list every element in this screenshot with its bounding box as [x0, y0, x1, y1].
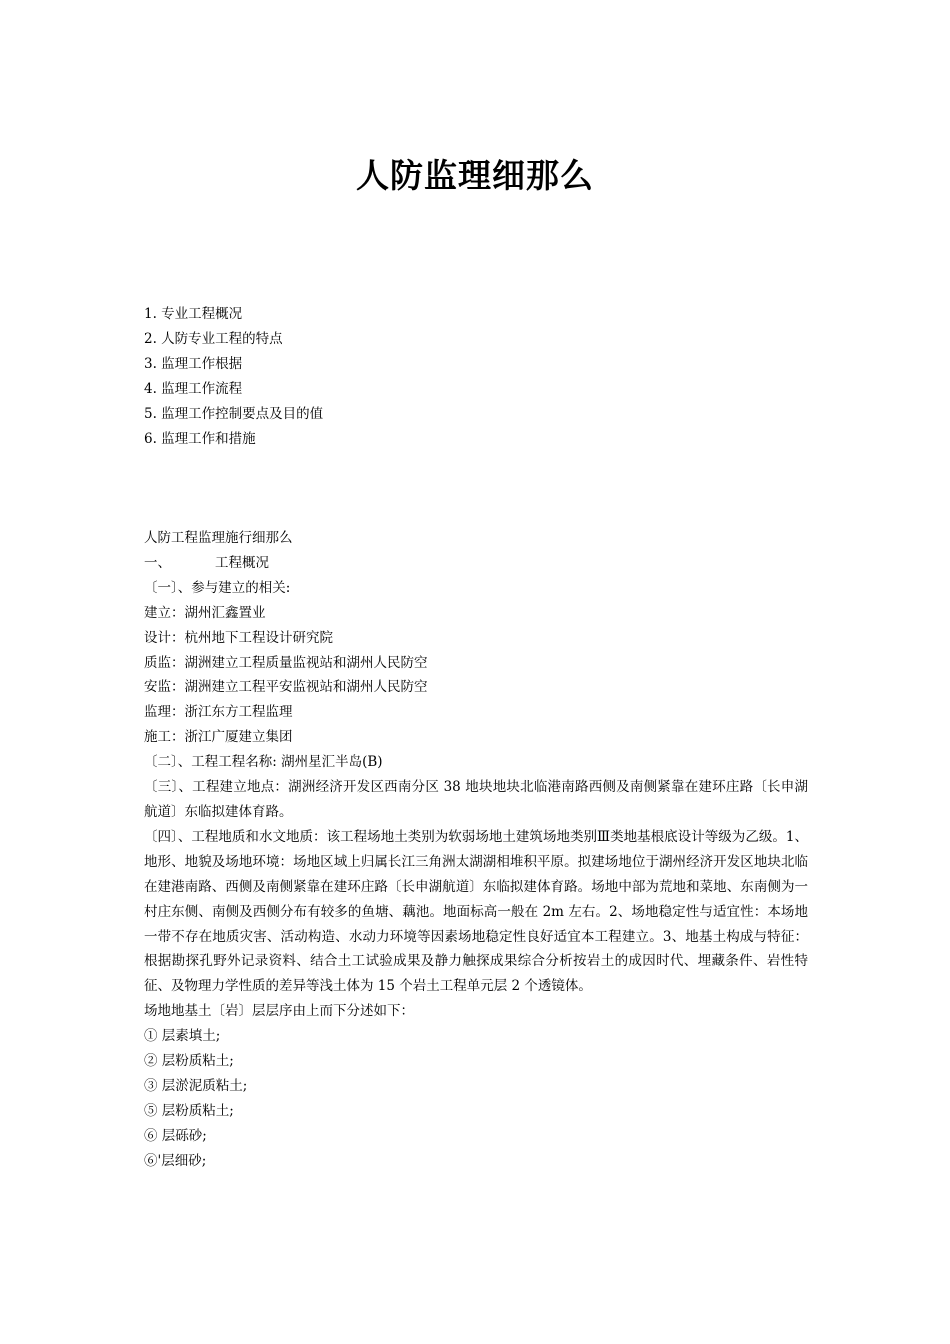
document-title: 人防监理细那么	[356, 156, 594, 195]
toc-item-5: 5. 监理工作控制要点及目的值	[144, 406, 324, 422]
party-designer: 设计：杭州地下工程设计研究院	[144, 629, 333, 646]
soil-layer-6-prime: ⑥'层细砂;	[144, 1152, 207, 1169]
section-title: 工程概况	[215, 554, 269, 571]
party-supervisor: 监理：浙江东方工程监理	[144, 704, 293, 721]
subsection-geology: 〔四〕、工程地质和水文地质：该工程场地土类别为软弱场地土建筑场地类别Ⅲ类地基根底设计等级为乙级。1、地形、地貌及场地环境：场地区域上归属长江三角洲太湖湖相堆积平原。拟建场地位于湖州经济开发区地块北临在建港南路、西侧及南侧紧靠在建环庄路〔长申湖航道〕东临拟建体育路。场地中部为荒地和菜地、东南侧为一村庄东侧、南侧及西侧分布有较多的鱼塘、藕池。地面标高一般在 2m 左右。2、场地稳定性与适宜性：本场地一带不存在地质灾害、活动构造、水动力环境等因素场地稳定性良好适宜本工程建立。3、地基土构成与特征：根据勘探孔野外记录资料、结合土工试验成果及静力触探成果综合分析按岩土的成因时代、埋藏条件、岩性特征、及物理力学性质的差异等浅土体为 15 个岩土工程单元层 2 个透镜体。	[144, 828, 808, 995]
toc-item-4: 4. 监理工作流程	[144, 381, 243, 397]
party-builder: 建立：湖州汇鑫置业	[144, 604, 266, 621]
party-contractor: 施工：浙江广厦建立集团	[144, 729, 293, 746]
soil-intro: 场地地基土〔岩〕层层序由上而下分述如下：	[144, 1003, 414, 1020]
subsection-participants: 〔一〕、参与建立的相关:	[144, 579, 291, 596]
soil-layer-2: ② 层粉质粘土;	[144, 1053, 234, 1070]
soil-layer-1: ① 层素填土;	[144, 1028, 221, 1045]
section-heading	[144, 551, 808, 576]
body-heading: 人防工程监理施行细那么	[144, 530, 293, 546]
party-safety-supervision: 安监：湖洲建立工程平安监视站和湖州人民防空	[144, 679, 428, 696]
party-quality-supervision: 质监：湖洲建立工程质量监视站和湖州人民防空	[144, 654, 428, 671]
toc-item-6: 6. 监理工作和措施	[144, 431, 256, 447]
subsection-project-name: 〔二〕、工程工程名称: 湖州星汇半岛(B)	[144, 754, 383, 771]
soil-layer-6: ⑥ 层砾砂;	[144, 1127, 207, 1144]
toc-item-1: 1. 专业工程概况	[144, 306, 243, 322]
section-number: 一、	[144, 554, 171, 571]
toc-item-3: 3. 监理工作根据	[144, 356, 243, 372]
subsection-location: 〔三〕、工程建立地点：湖洲经济开发区西南分区 38 地块地块北临港南路西侧及南侧紧靠在建环庄路〔长申湖航道〕东临拟建体育路。	[144, 779, 808, 820]
soil-layer-3: ③ 层淤泥质粘土;	[144, 1077, 248, 1094]
document-body	[144, 526, 808, 1174]
toc-item-2: 2. 人防专业工程的特点	[144, 331, 283, 347]
soil-layer-5: ⑤ 层粉质粘土;	[144, 1102, 234, 1119]
table-of-contents	[144, 302, 814, 452]
